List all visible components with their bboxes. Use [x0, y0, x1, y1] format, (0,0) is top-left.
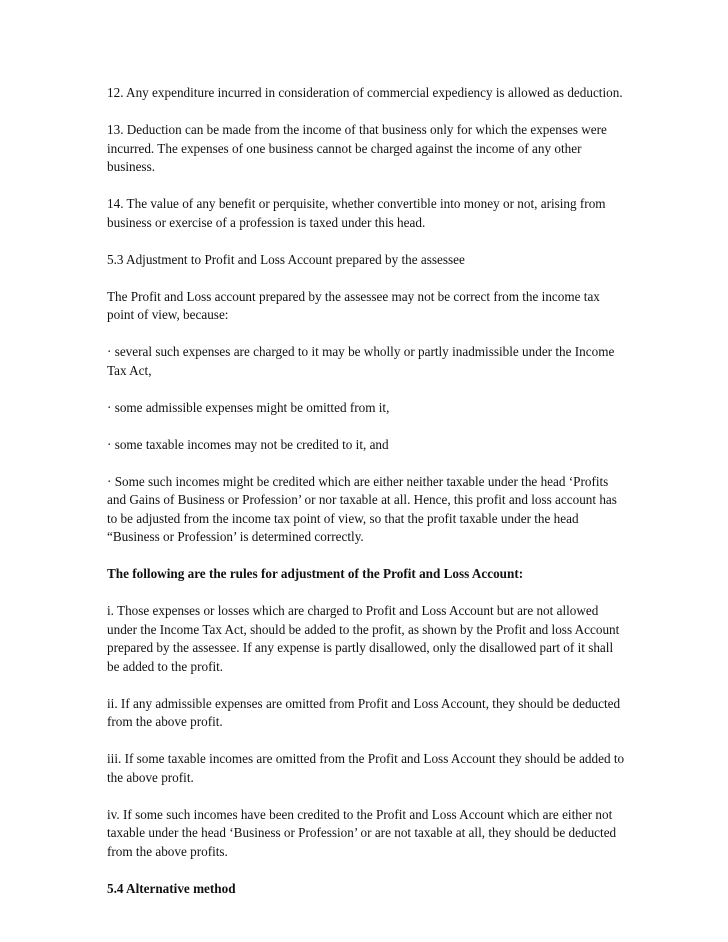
bullet-item: · some admissible expenses might be omitted from it, — [107, 399, 390, 415]
rule-item-iii: iii. If some taxable incomes are omitted from the Profit and Loss Account they should be added to the above profit. — [107, 751, 625, 785]
rule-item-ii: ii. If any admissible expenses are omitted from Profit and Loss Account, they should be deducted from the above profit. — [107, 695, 621, 729]
bullet-item: · Some such incomes might be credited which are either neither taxable under the head ‘Profits and Gains of Business or Profession’ or nor taxable at all. Hence, this profit and loss account has to be adjusted from the income tax point of view, so that the profit taxable under the head “Business or Profession’ is determined correctly. — [107, 473, 617, 544]
bullet-item: · several such expenses are charged to it may be wholly or partly inadmissible under the Income Tax Act, — [107, 344, 615, 378]
section-heading-5-4: 5.4 Alternative method — [107, 880, 236, 896]
paragraph-item-12: 12. Any expenditure incurred in consideration of commercial expediency is allowed as deduction. — [107, 85, 623, 100]
paragraph-item-13: 13. Deduction can be made from the income of that business only for which the expenses were incurred. The expenses of one business cannot be charged against the income of any other business. — [107, 122, 607, 174]
bullet-item: · some taxable incomes may not be credited to it, and — [107, 436, 389, 452]
paragraph-item-14: 14. The value of any benefit or perquisite, whether convertible into money or not, arising from business or exercise of a profession is taxed under this head. — [107, 196, 606, 230]
rule-item-iv: iv. If some such incomes have been credited to the Profit and Loss Account which are either not taxable under the head ‘Business or Profession’ or are not taxable at all, they should be deducted from the above profits. — [107, 806, 617, 859]
rules-heading: The following are the rules for adjustment of the Profit and Loss Account: — [107, 566, 524, 581]
intro-paragraph: The Profit and Loss account prepared by the assessee may not be correct from the income tax point of view, because: — [107, 288, 600, 322]
section-heading-5-3: 5.3 Adjustment to Profit and Loss Account prepared by the assessee — [107, 251, 465, 267]
rule-item-i: i. Those expenses or losses which are charged to Profit and Loss Account but are not allowed under the Income Tax Act, should be added to the profit, as shown by the Profit and loss Account prepared by the assessee. If any expense is partly disallowed, only the disallowed part of it shall be added to the profit. — [107, 603, 620, 674]
document-body — [107, 84, 627, 917]
